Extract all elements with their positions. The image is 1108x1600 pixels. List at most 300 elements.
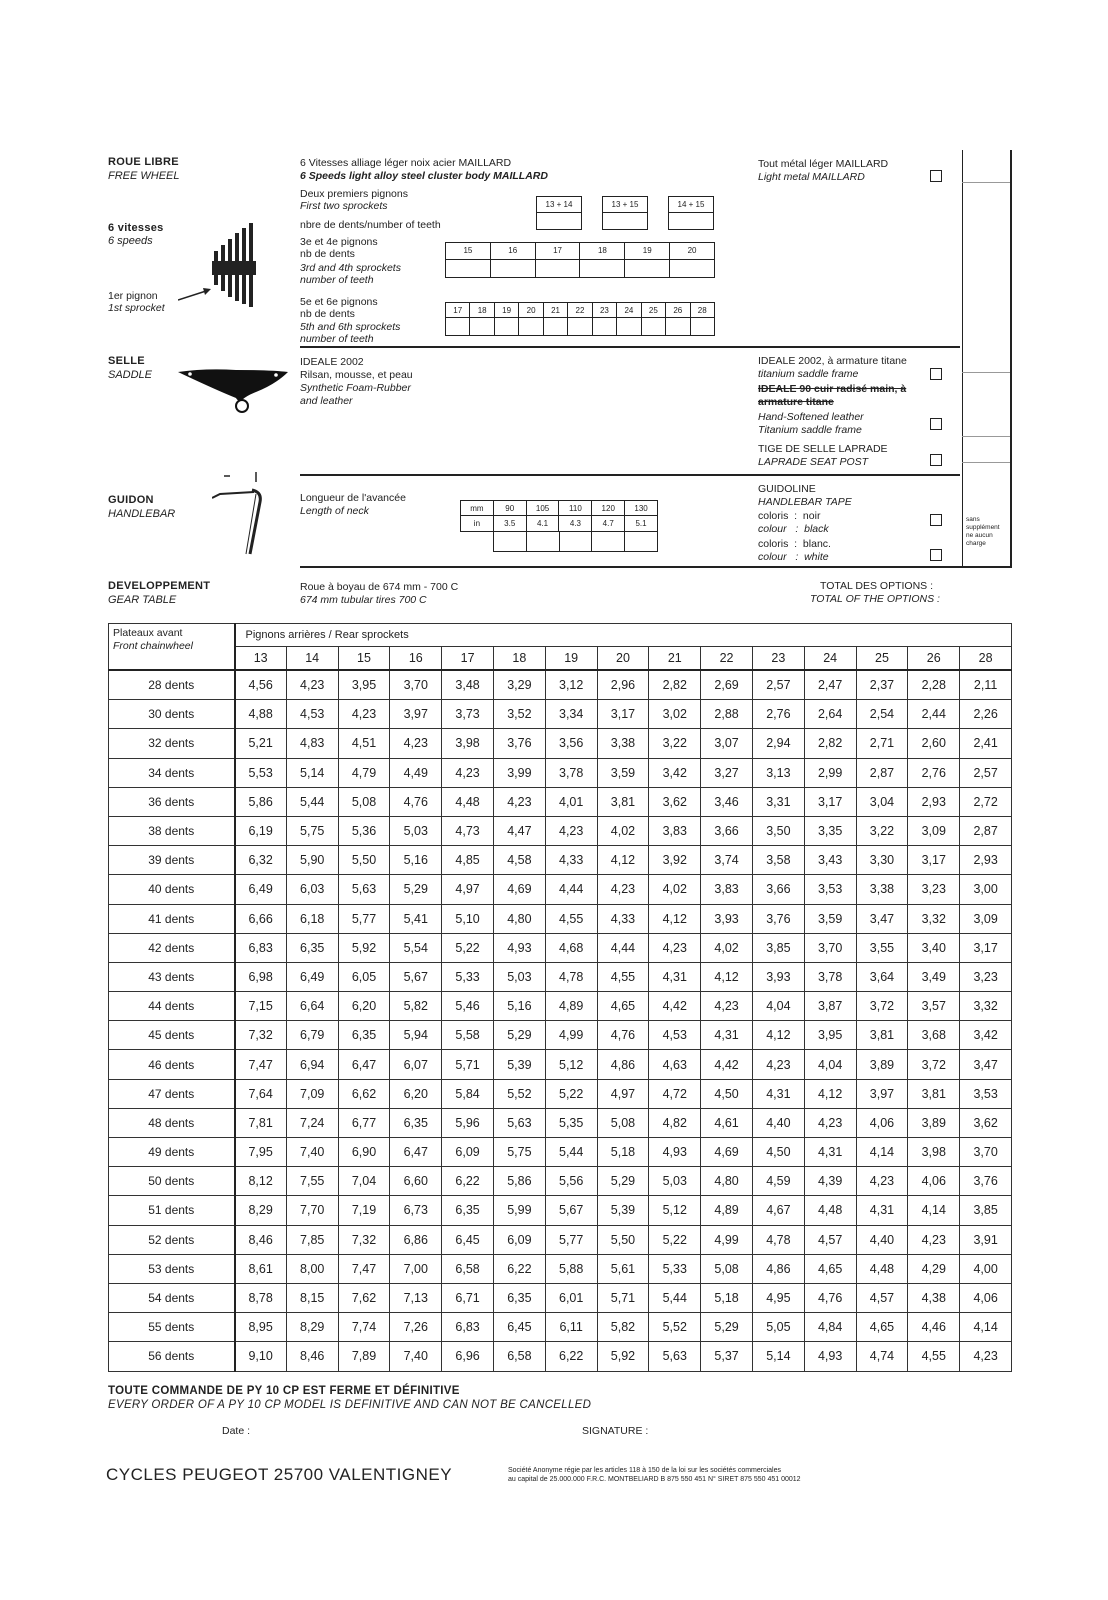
gear-value-cell: 5,29 <box>390 875 442 904</box>
gear-table <box>108 623 1012 1372</box>
gear-value-cell: 7,26 <box>390 1313 442 1342</box>
gear-value-cell: 5,29 <box>597 1167 649 1196</box>
gear-value-cell: 3,09 <box>960 904 1012 933</box>
gear-value-cell: 5,35 <box>545 1108 597 1137</box>
gear-value-cell: 4,69 <box>701 1138 753 1167</box>
gear-value-cell: 7,40 <box>286 1138 338 1167</box>
gear-value-cell: 5,22 <box>649 1225 701 1254</box>
gear-value-cell: 5,18 <box>597 1138 649 1167</box>
chainwheel-label: 36 dents <box>109 787 235 816</box>
gear-value-cell: 4,59 <box>752 1167 804 1196</box>
saddle-opt2-en2: Titanium saddle frame <box>758 424 862 436</box>
gear-value-cell: 4,89 <box>545 992 597 1021</box>
gear-value-cell: 5,52 <box>649 1313 701 1342</box>
tire-fr: Roue à boyau de 674 mm - 700 C <box>300 581 459 593</box>
gear-value-cell: 3,62 <box>960 1108 1012 1137</box>
gear-value-cell: 5,18 <box>701 1283 753 1312</box>
gear-value-cell: 5,92 <box>597 1342 649 1371</box>
gear-value-cell: 4,67 <box>752 1196 804 1225</box>
gear-value-cell: 5,77 <box>338 904 390 933</box>
tape-label-fr: GUIDOLINE <box>758 483 816 495</box>
gear-value-cell: 5,84 <box>442 1079 494 1108</box>
sprocket-header-cell: 17 <box>442 647 494 671</box>
arrow-icon <box>178 288 214 302</box>
gear-value-cell: 6,35 <box>493 1283 545 1312</box>
gear-value-cell: 5,46 <box>442 992 494 1021</box>
gear-value-cell: 3,40 <box>908 933 960 962</box>
gear-value-cell: 3,91 <box>960 1225 1012 1254</box>
teeth-label: nbre de dents/number of teeth <box>300 219 441 231</box>
gear-value-cell: 3,48 <box>442 670 494 700</box>
gear-value-cell: 4,42 <box>649 992 701 1021</box>
gear-value-cell: 2,11 <box>960 670 1012 700</box>
fifth-sixth-sprocket-row: 17 18 19 20 21 22 23 24 25 26 28 <box>445 302 715 318</box>
table-row <box>109 992 1012 1021</box>
gear-value-cell: 4,40 <box>856 1225 908 1254</box>
gear-value-cell: 3,53 <box>960 1079 1012 1108</box>
tape-label-en: HANDLEBAR TAPE <box>758 496 852 508</box>
gear-value-cell: 4,23 <box>804 1108 856 1137</box>
gear-value-cell: 2,94 <box>752 729 804 758</box>
gear-value-cell: 6,49 <box>235 875 287 904</box>
gear-value-cell: 3,89 <box>856 1050 908 1079</box>
gear-value-cell: 2,57 <box>752 670 804 700</box>
fifth-sixth-en2: number of teeth <box>300 333 374 345</box>
gear-value-cell: 7,95 <box>235 1138 287 1167</box>
gear-value-cell: 5,03 <box>649 1167 701 1196</box>
gear-value-cell: 4,93 <box>649 1138 701 1167</box>
gear-value-cell: 5,94 <box>390 1021 442 1050</box>
neck-length-en: Length of neck <box>300 505 369 517</box>
gear-value-cell: 5,44 <box>649 1283 701 1312</box>
gear-value-cell: 2,93 <box>960 846 1012 875</box>
gear-value-cell: 4,55 <box>545 904 597 933</box>
gear-value-cell: 8,46 <box>235 1225 287 1254</box>
neck-input-row[interactable] <box>493 532 658 552</box>
sprocket-header-cell: 15 <box>338 647 390 671</box>
gear-value-cell: 5,99 <box>493 1196 545 1225</box>
gear-value-cell: 4,02 <box>649 875 701 904</box>
saddle-label-en: SADDLE <box>108 369 153 381</box>
sprocket-header-cell: 26 <box>908 647 960 671</box>
gear-value-cell: 7,04 <box>338 1167 390 1196</box>
free-wheel-label-fr: ROUE LIBRE <box>108 156 179 168</box>
gear-value-cell: 3,17 <box>597 700 649 729</box>
table-row <box>109 1050 1012 1079</box>
gear-value-cell: 4,47 <box>493 816 545 845</box>
gear-value-cell: 5,50 <box>597 1225 649 1254</box>
sprocket-header-cell: 14 <box>286 647 338 671</box>
signature-label: SIGNATURE : <box>582 1425 649 1437</box>
gear-value-cell: 3,42 <box>960 1021 1012 1050</box>
gear-value-cell: 4,63 <box>649 1050 701 1079</box>
gear-value-cell: 5,22 <box>442 933 494 962</box>
gear-value-cell: 4,53 <box>649 1021 701 1050</box>
table-row <box>109 875 1012 904</box>
neck-in-row: in 3.5 4.1 4.3 4.7 5.1 <box>460 516 658 532</box>
gear-value-cell: 4,23 <box>493 787 545 816</box>
gear-value-cell: 3,07 <box>701 729 753 758</box>
gear-value-cell: 5,82 <box>597 1313 649 1342</box>
chainwheel-label: 48 dents <box>109 1108 235 1137</box>
chainwheel-label: 54 dents <box>109 1283 235 1312</box>
gear-value-cell: 3,13 <box>752 758 804 787</box>
gear-value-cell: 4,06 <box>856 1108 908 1137</box>
gear-value-cell: 6,01 <box>545 1283 597 1312</box>
gear-value-cell: 2,82 <box>649 670 701 700</box>
gear-value-cell: 3,27 <box>701 758 753 787</box>
chainwheel-label: 47 dents <box>109 1079 235 1108</box>
gear-value-cell: 5,96 <box>442 1108 494 1137</box>
gear-value-cell: 3,53 <box>804 875 856 904</box>
gear-value-cell: 6,05 <box>338 962 390 991</box>
gear-value-cell: 3,32 <box>908 904 960 933</box>
chainwheel-label: 46 dents <box>109 1050 235 1079</box>
gear-value-cell: 4,00 <box>960 1254 1012 1283</box>
order-notice-en: EVERY ORDER OF A PY 10 CP MODEL IS DEFINITIVE AND CAN NOT BE CANCELLED <box>108 1399 592 1411</box>
gear-value-cell: 4,65 <box>856 1313 908 1342</box>
gear-value-cell: 3,17 <box>908 846 960 875</box>
free-wheel-desc-en: 6 Speeds light alloy steel cluster body MAILLARD <box>300 170 548 182</box>
gear-value-cell: 3,93 <box>701 904 753 933</box>
gear-value-cell: 7,15 <box>235 992 287 1021</box>
first-two-option-1-input[interactable] <box>536 213 582 230</box>
gear-value-cell: 3,09 <box>908 816 960 845</box>
gear-value-cell: 5,41 <box>390 904 442 933</box>
gear-value-cell: 6,83 <box>442 1313 494 1342</box>
first-two-fr: Deux premiers pignons <box>300 188 408 200</box>
gear-value-cell: 3,98 <box>442 729 494 758</box>
gear-value-cell: 7,09 <box>286 1079 338 1108</box>
gear-value-cell: 3,34 <box>545 700 597 729</box>
gear-value-cell: 3,66 <box>701 816 753 845</box>
gear-value-cell: 4,31 <box>701 1021 753 1050</box>
tape-white-checkbox[interactable] <box>930 549 942 561</box>
gear-value-cell: 5,63 <box>649 1342 701 1371</box>
gear-value-cell: 3,57 <box>908 992 960 1021</box>
gear-value-cell: 4,23 <box>597 875 649 904</box>
handlebar-label-fr: GUIDON <box>108 494 154 506</box>
gear-value-cell: 3,85 <box>960 1196 1012 1225</box>
sprocket-header-cell: 22 <box>701 647 753 671</box>
gear-value-cell: 3,89 <box>908 1108 960 1137</box>
gear-value-cell: 3,72 <box>856 992 908 1021</box>
gear-value-cell: 4,97 <box>442 875 494 904</box>
first-two-en: First two sprockets <box>300 200 388 212</box>
table-row <box>109 700 1012 729</box>
gear-value-cell: 3,87 <box>804 992 856 1021</box>
gear-value-cell: 4,48 <box>442 787 494 816</box>
third-fourth-fr2: nb de dents <box>300 248 355 260</box>
chainwheel-label: 45 dents <box>109 1021 235 1050</box>
saddle-desc-en1: Synthetic Foam-Rubber <box>300 382 411 394</box>
first-two-option-2[interactable]: 13 + 15 <box>602 196 648 213</box>
gear-value-cell: 3,00 <box>960 875 1012 904</box>
gear-value-cell: 6,77 <box>338 1108 390 1137</box>
gear-value-cell: 4,48 <box>804 1196 856 1225</box>
gear-value-cell: 2,93 <box>908 787 960 816</box>
seatpost-checkbox[interactable] <box>930 454 942 466</box>
gear-value-cell: 4,95 <box>752 1283 804 1312</box>
gear-value-cell: 3,70 <box>960 1138 1012 1167</box>
section-divider <box>300 346 960 348</box>
gear-value-cell: 6,22 <box>545 1342 597 1371</box>
table-row <box>109 1342 1012 1371</box>
gear-value-cell: 4,06 <box>960 1283 1012 1312</box>
gear-value-cell: 3,49 <box>908 962 960 991</box>
tape-black-checkbox[interactable] <box>930 514 942 526</box>
gear-value-cell: 7,32 <box>338 1225 390 1254</box>
table-row <box>109 670 1012 700</box>
gear-value-cell: 7,81 <box>235 1108 287 1137</box>
gear-value-cell: 5,08 <box>701 1254 753 1283</box>
gear-value-cell: 4,56 <box>235 670 287 700</box>
gear-value-cell: 5,16 <box>390 846 442 875</box>
gear-value-cell: 4,12 <box>701 962 753 991</box>
free-wheel-option-en: Light metal MAILLARD <box>758 171 865 183</box>
free-wheel-option-checkbox[interactable] <box>930 170 942 182</box>
development-label-fr: DEVELOPPEMENT <box>108 580 211 592</box>
gear-value-cell: 5,71 <box>597 1283 649 1312</box>
gear-value-cell: 3,42 <box>649 758 701 787</box>
gear-value-cell: 4,99 <box>701 1225 753 1254</box>
gear-value-cell: 2,26 <box>960 700 1012 729</box>
gear-value-cell: 5,92 <box>338 933 390 962</box>
gear-value-cell: 4,76 <box>390 787 442 816</box>
gear-value-cell: 5,14 <box>752 1342 804 1371</box>
gear-value-cell: 8,15 <box>286 1283 338 1312</box>
sprocket-header-cell: 24 <box>804 647 856 671</box>
gear-value-cell: 5,03 <box>390 816 442 845</box>
gear-value-cell: 3,38 <box>856 875 908 904</box>
gear-value-cell: 4,72 <box>649 1079 701 1108</box>
gear-value-cell: 4,01 <box>545 787 597 816</box>
gear-value-cell: 6,19 <box>235 816 287 845</box>
gear-value-cell: 4,12 <box>649 904 701 933</box>
gear-value-cell: 2,37 <box>856 670 908 700</box>
gear-value-cell: 4,44 <box>545 875 597 904</box>
free-wheel-label-en: FREE WHEEL <box>108 170 180 182</box>
price-line <box>962 372 1010 373</box>
gear-value-cell: 3,76 <box>493 729 545 758</box>
gear-value-cell: 2,28 <box>908 670 960 700</box>
gear-value-cell: 6,20 <box>390 1079 442 1108</box>
table-row <box>109 787 1012 816</box>
stem-icon <box>212 470 272 566</box>
sprocket-header-cell: 18 <box>493 647 545 671</box>
gear-value-cell: 3,93 <box>752 962 804 991</box>
gear-value-cell: 5,12 <box>545 1050 597 1079</box>
first-sprocket-fr: 1er pignon <box>108 290 158 302</box>
chainwheel-label: 50 dents <box>109 1167 235 1196</box>
gear-value-cell: 5,54 <box>390 933 442 962</box>
gear-value-cell: 3,98 <box>908 1138 960 1167</box>
gear-value-cell: 3,72 <box>908 1050 960 1079</box>
gear-value-cell: 3,17 <box>960 933 1012 962</box>
chainwheel-label: 53 dents <box>109 1254 235 1283</box>
gear-value-cell: 4,23 <box>545 816 597 845</box>
gear-value-cell: 4,14 <box>960 1313 1012 1342</box>
gear-value-cell: 4,80 <box>701 1167 753 1196</box>
table-row <box>109 758 1012 787</box>
gear-value-cell: 3,81 <box>597 787 649 816</box>
gear-value-cell: 4,42 <box>701 1050 753 1079</box>
gear-value-cell: 4,44 <box>597 933 649 962</box>
gear-value-cell: 3,78 <box>545 758 597 787</box>
gear-value-cell: 4,82 <box>649 1108 701 1137</box>
gear-value-cell: 4,93 <box>493 933 545 962</box>
gear-value-cell: 3,99 <box>493 758 545 787</box>
saddle-opt3-en: LAPRADE SEAT POST <box>758 456 869 468</box>
gear-value-cell: 4,40 <box>752 1108 804 1137</box>
table-row <box>109 1313 1012 1342</box>
gear-value-cell: 3,64 <box>856 962 908 991</box>
table-row <box>109 1138 1012 1167</box>
gear-value-cell: 4,53 <box>286 700 338 729</box>
chainwheel-label: 41 dents <box>109 904 235 933</box>
gear-value-cell: 3,12 <box>545 670 597 700</box>
gear-value-cell: 6,35 <box>442 1196 494 1225</box>
gear-value-cell: 4,65 <box>804 1254 856 1283</box>
gear-value-cell: 4,74 <box>856 1342 908 1371</box>
gear-value-cell: 2,54 <box>856 700 908 729</box>
table-row <box>109 846 1012 875</box>
first-two-option-3[interactable]: 14 + 15 <box>668 196 714 213</box>
gear-value-cell: 6,49 <box>286 962 338 991</box>
gear-value-cell: 4,99 <box>545 1021 597 1050</box>
third-fourth-en: 3rd and 4th sprockets <box>300 262 401 274</box>
gear-value-cell: 4,89 <box>701 1196 753 1225</box>
gear-value-cell: 5,86 <box>235 787 287 816</box>
gear-value-cell: 3,95 <box>338 670 390 700</box>
fifth-sixth-input-row[interactable] <box>445 318 715 336</box>
gear-value-cell: 3,04 <box>856 787 908 816</box>
gear-value-cell: 4,23 <box>856 1167 908 1196</box>
gear-value-cell: 3,74 <box>701 846 753 875</box>
gear-value-cell: 3,31 <box>752 787 804 816</box>
gear-value-cell: 5,44 <box>286 787 338 816</box>
gear-value-cell: 5,53 <box>235 758 287 787</box>
neck-length-fr: Longueur de l'avancée <box>300 492 406 504</box>
gear-value-cell: 3,02 <box>649 700 701 729</box>
gear-value-cell: 3,35 <box>804 816 856 845</box>
gear-value-cell: 3,81 <box>856 1021 908 1050</box>
gear-value-cell: 7,89 <box>338 1342 390 1371</box>
gear-value-cell: 5,12 <box>649 1196 701 1225</box>
chainwheel-label: 44 dents <box>109 992 235 1021</box>
gear-value-cell: 3,50 <box>752 816 804 845</box>
gear-value-cell: 5,14 <box>286 758 338 787</box>
gear-value-cell: 3,56 <box>545 729 597 758</box>
gear-value-cell: 6,32 <box>235 846 287 875</box>
gear-value-cell: 2,96 <box>597 670 649 700</box>
gear-value-cell: 3,66 <box>752 875 804 904</box>
saddle-opt2-en1: Hand-Softened leather <box>758 411 864 423</box>
gear-value-cell: 5,36 <box>338 816 390 845</box>
gear-value-cell: 4,23 <box>960 1342 1012 1371</box>
chainwheel-label: 49 dents <box>109 1138 235 1167</box>
gear-value-cell: 3,92 <box>649 846 701 875</box>
gear-value-cell: 5,58 <box>442 1021 494 1050</box>
gear-value-cell: 3,59 <box>804 904 856 933</box>
gear-value-cell: 5,56 <box>545 1167 597 1196</box>
table-row <box>109 933 1012 962</box>
date-label: Date : <box>222 1425 251 1437</box>
gear-value-cell: 7,00 <box>390 1254 442 1283</box>
gear-value-cell: 3,81 <box>908 1079 960 1108</box>
table-row <box>109 1167 1012 1196</box>
gear-value-cell: 8,29 <box>286 1313 338 1342</box>
gear-value-cell: 6,64 <box>286 992 338 1021</box>
gear-value-cell: 4,55 <box>908 1342 960 1371</box>
gear-value-cell: 8,00 <box>286 1254 338 1283</box>
third-fourth-input-row[interactable] <box>445 260 715 278</box>
saddle-label-fr: SELLE <box>108 355 145 367</box>
tire-en: 674 mm tubular tires 700 C <box>300 594 427 606</box>
gear-value-cell: 4,55 <box>597 962 649 991</box>
gear-value-cell: 7,47 <box>235 1050 287 1079</box>
gear-value-cell: 4,31 <box>752 1079 804 1108</box>
saddle-opt3-fr: TIGE DE SELLE LAPRADE <box>758 443 888 455</box>
gear-value-cell: 3,83 <box>701 875 753 904</box>
gear-value-cell: 7,64 <box>235 1079 287 1108</box>
third-fourth-fr: 3e et 4e pignons <box>300 236 378 248</box>
chainwheel-label: 32 dents <box>109 729 235 758</box>
gear-value-cell: 4,12 <box>752 1021 804 1050</box>
table-row <box>109 904 1012 933</box>
gear-value-cell: 3,58 <box>752 846 804 875</box>
gear-value-cell: 4,23 <box>701 992 753 1021</box>
saddle-opt1-checkbox[interactable] <box>930 368 942 380</box>
legal-line-1: Société Anonyme régie par les articles 118 à 150 de la loi sur les sociétés commerciales <box>508 1467 782 1474</box>
gear-value-cell: 4,48 <box>856 1254 908 1283</box>
gear-value-cell: 3,76 <box>752 904 804 933</box>
gear-value-cell: 3,70 <box>390 670 442 700</box>
saddle-opt2-checkbox[interactable] <box>930 418 942 430</box>
gear-value-cell: 5,71 <box>442 1050 494 1079</box>
gear-value-cell: 5,75 <box>286 816 338 845</box>
gear-value-cell: 4,02 <box>701 933 753 962</box>
gear-value-cell: 6,09 <box>442 1138 494 1167</box>
gear-value-cell: 6,35 <box>390 1108 442 1137</box>
gear-value-cell: 5,05 <box>752 1313 804 1342</box>
gear-value-cell: 7,85 <box>286 1225 338 1254</box>
gear-value-cell: 5,63 <box>493 1108 545 1137</box>
first-two-option-2-input[interactable] <box>602 213 648 230</box>
gear-value-cell: 3,85 <box>752 933 804 962</box>
gear-value-cell: 4,23 <box>286 670 338 700</box>
gear-value-cell: 2,57 <box>960 758 1012 787</box>
gear-value-cell: 6,58 <box>442 1254 494 1283</box>
legal-line-2: au capital de 25.000.000 F.R.C. MONTBELIARD B 875 550 451 N° SIRET 875 550 451 00012 <box>508 1476 801 1483</box>
chainwheel-label: 42 dents <box>109 933 235 962</box>
gear-value-cell: 6,96 <box>442 1342 494 1371</box>
gear-table-body <box>109 670 1012 1371</box>
gear-value-cell: 4,04 <box>752 992 804 1021</box>
gear-value-cell: 4,51 <box>338 729 390 758</box>
gear-value-cell: 5,44 <box>545 1138 597 1167</box>
gear-value-cell: 3,83 <box>649 816 701 845</box>
gear-value-cell: 6,09 <box>493 1225 545 1254</box>
gear-value-cell: 2,69 <box>701 670 753 700</box>
first-two-option-3-input[interactable] <box>668 213 714 230</box>
chainwheel-label: 39 dents <box>109 846 235 875</box>
gear-value-cell: 4,65 <box>597 992 649 1021</box>
first-two-option-1[interactable]: 13 + 14 <box>536 196 582 213</box>
gear-value-cell: 7,74 <box>338 1313 390 1342</box>
first-sprocket-en: 1st sprocket <box>108 302 165 314</box>
gear-value-cell: 5,50 <box>338 846 390 875</box>
